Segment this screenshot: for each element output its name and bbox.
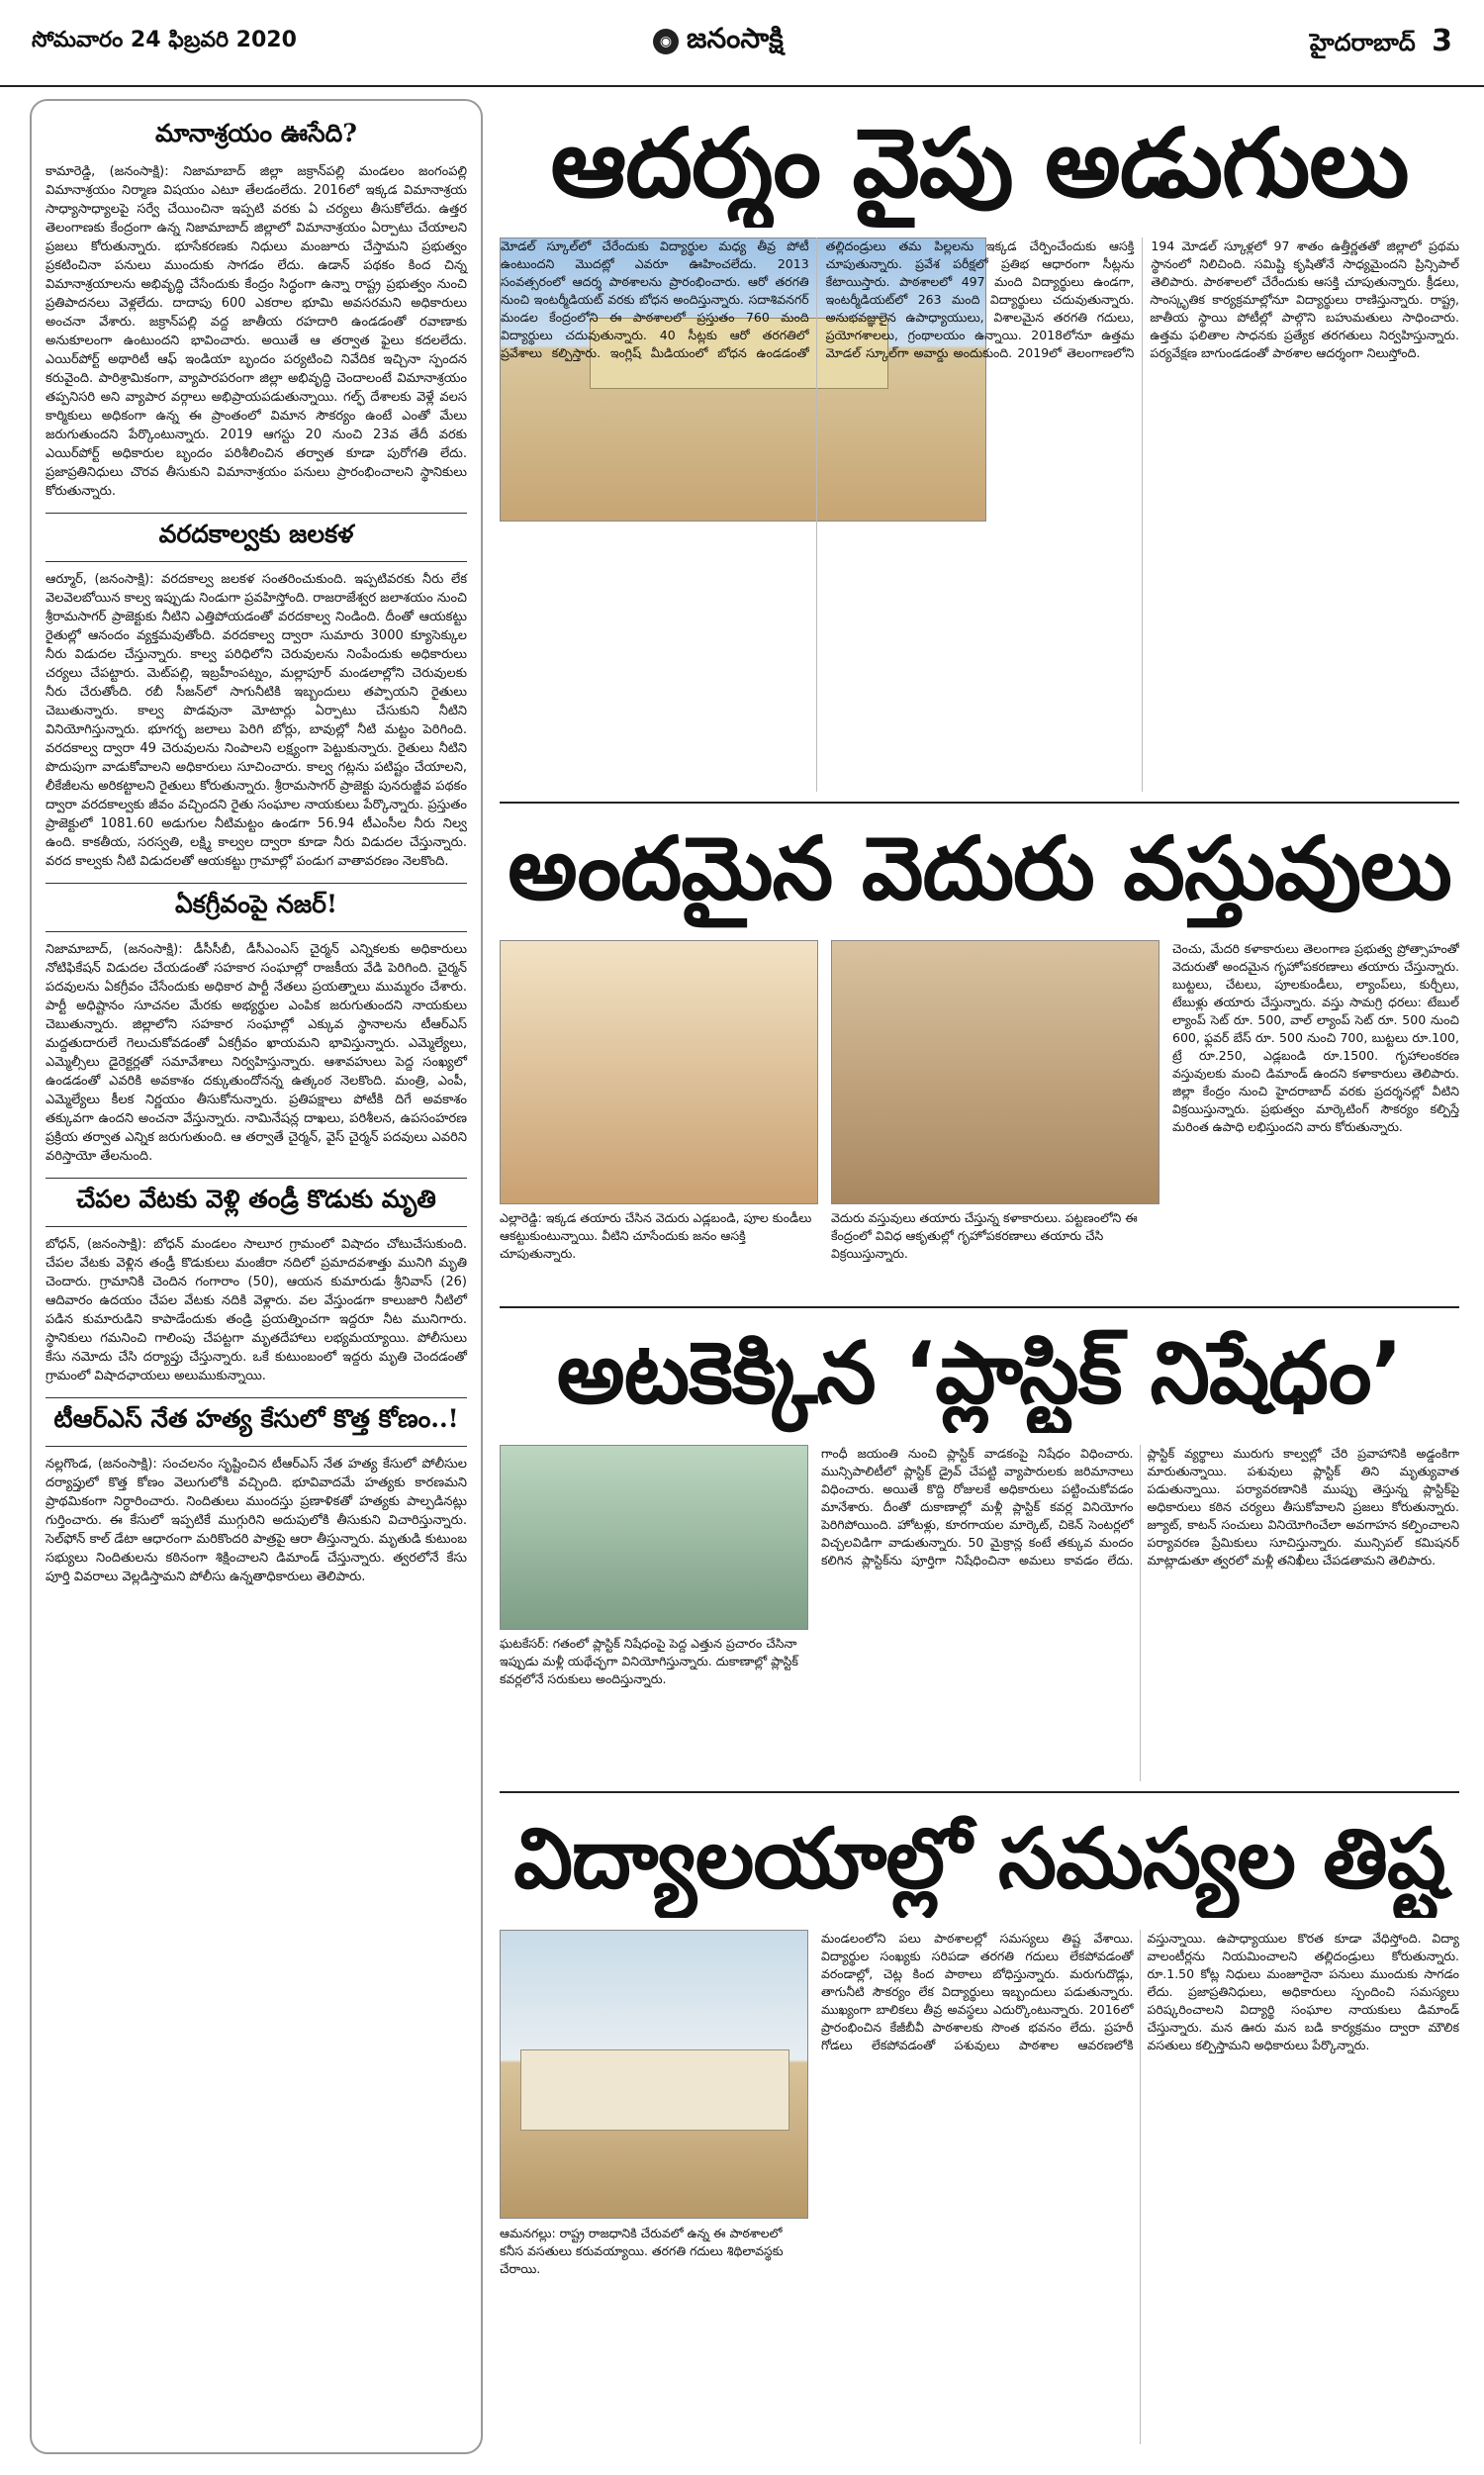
story-body: నల్లగొండ, (జనంసాక్షి): సంచలనం సృష్టించిన టీఆర్‌ఎస్ నేత హత్య కేసులో పోలీసుల దర్యాప్తులో కొత్త కోణం వెలుగులోకి వచ్చింది. భూవివాదమే హత్యకు కారణమని ప్రాథమికంగా నిర్ధారించారు. నిందితులు ముందస్తు ప్రణాళికతో హత్యకు పాల్పడినట్లు గుర్తించారు. ఈ కేసులో ఇప్పటికే ముగ్గురిని అదుపులోకి తీసుకుని విచారిస్తున్నారు. సెల్‌ఫోన్ కాల్ డేటా ఆధారంగా మరికొందరి పాత్రపై ఆరా తీస్తున్నారు. మృతుడి కుటుంబ సభ్యులు నిందితులను కఠినంగా శిక్షించాలని డిమాండ్ చేస్తున్నారు. త్వరలోనే కేసు పూర్తి వివరాలు వెల్లడిస్తామని పోలీసు ఉన్నతాధికారులు తెలిపారు. [46, 1457, 467, 1584]
story-airport [46, 119, 467, 501]
left-news-column [30, 99, 483, 2454]
photo-caption: ఆమనగల్లు: రాష్ట్ర రాజధానికి చేరువలో ఉన్న ఈ పాఠశాలలో కనీస వసతులు కరువయ్యాయి. తరగతి గదులు శిథిలావస్థకు చేరాయి. [500, 2226, 784, 2276]
story-title: మానాశ్రయం ఊసేది? [155, 119, 357, 147]
edition [1310, 24, 1452, 62]
story-murder-case [46, 1397, 467, 1586]
article-headline: విద్యాలయాల్లో సమస్యల తిష్ట [513, 1810, 1445, 1907]
issue-date: సోమవారం 24 ఫిబ్రవరి 2020 [32, 28, 297, 52]
photo-caption: ఘటకేసర్: గతంలో ప్లాస్టిక్ నిషేధంపై పెద్ద ఎత్తున ప్రచారం చేసినా ఇప్పుడు మళ్లీ యథేచ్ఛగా వినియోగిస్తున్నారు. దుకాణాల్లో ప్లాస్టిక్ కవర్లలోనే సరుకులు అందిస్తున్నారు. [500, 1636, 798, 1686]
story-title: ఏకగ్రీవంపై నజర్! [46, 883, 467, 932]
logo-text: జనంసాక్షి [687, 22, 784, 54]
photo-caption: వెదురు వస్తువులు తయారు చేస్తున్న కళాకారులు. పట్టణంలోని ఈ కేంద్రంలో వివిధ ఆకృతుల్లో గృహోపకరణాలు తయారు చేసి విక్రయిస్తున్నారు. [831, 1210, 1138, 1261]
photo-caption: ఎల్లారెడ్డి: ఇక్కడ తయారు చేసిన వెదురు ఎడ్లబండి, పూల కుండీలు ఆకట్టుకుంటున్నాయి. వీటిని చూసేందుకు జనం ఆసక్తి చూపుతున్నారు. [500, 1210, 812, 1261]
article-body: గాంధీ జయంతి నుంచి ప్లాస్టిక్ వాడకంపై నిషేధం విధించారు. మున్సిపాలిటీలో ప్లాస్టిక్ డ్రైవ్ చేపట్టి వ్యాపారులకు జరిమానాలు విధించారు. అయితే కొద్ది రోజులకే అధికారులు పట్టించుకోవడం మానేశారు. దీంతో దుకాణాల్లో మళ్లీ ప్లాస్టిక్ కవర్ల వినియోగం పెరిగిపోయింది. హోటళ్లు, కూరగాయల మార్కెట్, చికెన్ సెంటర్లలో విచ్చలవిడిగా వాడుతున్నారు. 50 మైక్రాన్ల కంటే తక్కువ మందం కలిగిన ప్లాస్టిక్‌ను పూర్తిగా నిషేధించినా అమలు కావడం లేదు. ప్లాస్టిక్ వ్యర్థాలు మురుగు కాల్వల్లో చేరి ప్రవాహానికి అడ్డంకిగా మారుతున్నాయి. పశువులు ప్లాస్టిక్ తిని మృత్యువాత పడుతున్నాయి. పర్యావరణానికి ముప్పు తెస్తున్న ప్లాస్టిక్‌పై అధికారులు కఠిన చర్యలు తీసుకోవాలని ప్రజలు కోరుతున్నారు. జ్యూట్, కాటన్ సంచులు వినియోగించేలా అవగాహన కల్పించాలని పర్యావరణ ప్రేమికులు సూచిస్తున్నారు. మున్సిపల్ కమిషనర్ మాట్లాడుతూ త్వరలో మళ్లీ తనిఖీలు చేపడతామని తెలిపారు. [821, 1446, 1459, 1568]
divider [500, 1791, 1459, 1793]
building-shape [520, 2049, 789, 2131]
article-photo-school-building [500, 1930, 808, 2219]
story-canal [46, 513, 467, 871]
masthead [0, 0, 1484, 87]
article-body [500, 238, 1459, 792]
divider [500, 1306, 1459, 1308]
article-body: చెంచు, మేదరి కళాకారులు తెలంగాణ ప్రభుత్వ ప్రోత్సాహంతో వెదురుతో అందమైన గృహోపకరణాలు తయారు చేస్తున్నారు. బుట్టలు, చేటలు, పూలకుండీలు, ల్యాంప్‌లు, కుర్చీలు, టేబుళ్లు తయారు చేస్తున్నారు. వస్తు సామగ్రి ధరలు: టేబుల్ ల్యాంప్ సెట్ రూ. 500, వాల్ ల్యాంప్ సెట్ రూ. 500 నుంచి 600, ఫ్లవర్ బేస్ రూ. 500 నుంచి 700, బుట్టలు రూ.100, ట్రే రూ.250, ఎడ్లబండి రూ.1500. గృహాలంకరణ వస్తువులకు మంచి డిమాండ్ ఉందని కళాకారులు తెలిపారు. జిల్లా కేంద్రం నుంచి హైదరాబాద్ వరకు ప్రదర్శనల్లో వీటిని విక్రయిస్తున్నారు. ప్రభుత్వం మార్కెటింగ్ సౌకర్యం కల్పిస్తే మరింత ఉపాధి లభిస్తుందని వారు కోరుతున్నారు. [1172, 941, 1459, 1134]
article-body: మండలంలోని పలు పాఠశాలల్లో సమస్యలు తిష్ట వేశాయి. విద్యార్థుల సంఖ్యకు సరిపడా తరగతి గదులు లేకపోవడంతో వరండాల్లో, చెట్ల కింద పాఠాలు బోధిస్తున్నారు. మరుగుదొడ్లు, తాగునీటి సౌకర్యం లేక విద్యార్థులు ఇబ్బందులు పడుతున్నారు. ముఖ్యంగా బాలికలు తీవ్ర అవస్థలు ఎదుర్కొంటున్నారు. 2016లో ప్రారంభించిన కేజీబీవీ పాఠశాలకు సొంత భవనం లేదు. ప్రహరీ గోడలు లేకపోవడంతో పశువులు పాఠశాల ఆవరణలోకి వస్తున్నాయి. ఉపాధ్యాయుల కొరత కూడా వేధిస్తోంది. విద్యా వాలంటీర్లను నియమించాలని తల్లిదండ్రులు కోరుతున్నారు. రూ.1.50 కోట్ల నిధులు మంజూరైనా పనులు ముందుకు సాగడం లేదు. ప్రజాప్రతినిధులు, అధికారులు స్పందించి సమస్యలు పరిష్కరించాలని విద్యార్థి సంఘాల నాయకులు డిమాండ్ చేస్తున్నారు. మన ఊరు మన బడి కార్యక్రమం ద్వారా మౌలిక వసతులు కల్పిస్తామని అధికారులు పేర్కొన్నారు. [821, 1931, 1459, 2052]
article-headline: ఆదర్శం వైపు అడుగులు [550, 108, 1409, 219]
story-unanimous [46, 883, 467, 1166]
logo-icon: ◉ [653, 29, 679, 54]
article-headline: అందమైన వెదురు వస్తువులు [508, 817, 1451, 919]
story-title: చేపల వేటకు వెళ్లి తండ్రీ కొడుకు మృతి [46, 1178, 467, 1227]
story-fishing [46, 1178, 467, 1385]
article-text: మోడల్ స్కూల్‌లో చేరేందుకు విద్యార్థుల మధ్య తీవ్ర పోటీ ఉంటుందని మొదట్లో ఎవరూ ఊహించలేదు. 2013 సంవత్సరంలో ఆదర్శ పాఠశాలను ప్రారంభించారు. ఆరో తరగతి నుంచి ఇంటర్మీడియట్ వరకు బోధన అందిస్తున్నారు. సదాశివనగర్ మండల కేంద్రంలోని ఈ పాఠశాలలో ప్రస్తుతం 760 మంది విద్యార్థులు చదువుతున్నారు. 40 సీట్లకు ఆరో తరగతిలో ప్రవేశాలు కల్పిస్తారు. ఇంగ్లిష్ మీడియంలో బోధన ఉండడంతో తల్లిదండ్రులు తమ పిల్లలను ఇక్కడ చేర్పించేందుకు ఆసక్తి చూపుతున్నారు. ప్రవేశ పరీక్షలో ప్రతిభ ఆధారంగా సీట్లను కేటాయిస్తారు. పాఠశాలలో 497 మంది విద్యార్థులు ఉండగా, ఇంటర్మీడియట్‌లో 263 మంది విద్యార్థులు చదువుతున్నారు. అనుభవజ్ఞులైన ఉపాధ్యాయులు, విశాలమైన తరగతి గదులు, ప్రయోగశాలలు, గ్రంథాలయం ఉన్నాయి. 2018లోనూ ఉత్తమ మోడల్ స్కూల్‌గా అవార్డు అందుకుంది. 2019లో తెలంగాణలోని 194 మోడల్ స్కూళ్లలో 97 శాతం ఉత్తీర్ణతతో జిల్లాలో ప్రథమ స్థానంలో నిలిచింది. సమిష్టి కృషితోనే సాధ్యమైందని ప్రిన్సిపాల్ తెలిపారు. పాఠశాలలో చేరేందుకు ఆసక్తి చూపుతున్నారు. క్రీడలు, సాంస్కృతిక కార్యక్రమాల్లోనూ విద్యార్థులు రాణిస్తున్నారు. రాష్ట్ర, జాతీయ స్థాయి పోటీల్లో పాల్గొని బహుమతులు సాధించారు. ఉత్తమ ఫలితాల సాధనకు ప్రత్యేక తరగతులు నిర్వహిస్తున్నారు. పర్యవేక్షణ బాగుండడంతో పాఠశాల ఆదర్శంగా నిలుస్తోంది. [501, 238, 1459, 360]
edition-city: హైదరాబాద్ [1309, 29, 1416, 56]
article-photo-artisans [831, 940, 1159, 1204]
article-photo-bamboo-cart [500, 940, 818, 1204]
main-articles [500, 99, 1459, 2454]
story-body: బోధన్, (జనంసాక్షి): బోధన్ మండలం సాలూర గ్రామంలో విషాదం చోటుచేసుకుంది. చేపల వేటకు వెళ్లిన తండ్రీ కొడుకులు మంజీరా నదిలో ప్రమాదవశాత్తు మునిగి మృతి చెందారు. గ్రామానికి చెందిన గంగారాం (50), ఆయన కుమారుడు శ్రీనివాస్ (26) ఆదివారం ఉదయం చేపల వేటకు నదికి వెళ్లారు. వల వేస్తుండగా కాలుజారి నీటిలో పడిన కుమారుడిని కాపాడేందుకు తండ్రి ప్రయత్నించగా ఇద్దరూ నీట మునిగారు. స్థానికులు గమనించి గాలింపు చేపట్టగా మృతదేహాలు లభ్యమయ్యాయి. పోలీసులు కేసు నమోదు చేసి దర్యాప్తు చేస్తున్నారు. ఒకే కుటుంబంలో ఇద్దరు మృతి చెందడంతో గ్రామంలో విషాదఛాయలు అలుముకున్నాయి. [46, 1237, 467, 1383]
divider [500, 802, 1459, 804]
newspaper-logo [653, 22, 784, 61]
article-headline: అటకెక్కిన ‘ప్లాస్టిక్ నిషేధం’ [556, 1324, 1403, 1423]
story-title: టీఆర్ఎస్ నేత హత్య కేసులో కొత్త కోణం..! [46, 1397, 467, 1447]
page-number: 3 [1432, 24, 1452, 58]
story-title: వరదకాల్వకు జలకళ [46, 513, 467, 562]
story-body: కామారెడ్డి, (జనంసాక్షి): నిజామాబాద్ జిల్లా జక్రాన్‌పల్లి మండలం జంగంపల్లి విమానాశ్రయం నిర్మాణ విషయం ఎటూ తేలడంలేదు. 2016లో ఇక్కడ విమానాశ్రయ సాధ్యాసాధ్యాలపై సర్వే చేయించినా ఇప్పటి వరకు ఏ చర్యలు తీసుకోలేదు. ఉత్తర తెలంగాణకు కేంద్రంగా ఉన్న నిజామాబాద్ జిల్లాలో విమానాశ్రయం ఏర్పాటు చేయాలని ప్రజలు కోరుతున్నారు. భూసేకరణకు నిధులు మంజూరు చేస్తామని ప్రభుత్వం ప్రకటించినా పనులు ముందుకు సాగడం లేదు. ఉడాన్ పథకం కింద చిన్న విమానాశ్రయాలను అభివృద్ధి చేసేందుకు కేంద్రం సిద్ధంగా ఉన్నా రాష్ట్ర ప్రభుత్వం నుంచి ప్రతిపాదనలు వెళ్లలేదు. దాదాపు 600 ఎకరాల భూమి అవసరమని అధికారులు అంచనా వేశారు. జక్రాన్‌పల్లి వద్ద జాతీయ రహదారి ఉండడంతో రవాణాకు అనుకూలంగా ఉంటుందని భావించారు. అయితే ఆ తర్వాత ఫైలు కదలలేదు. ఎయిర్‌పోర్ట్ అథారిటీ ఆఫ్ ఇండియా బృందం పర్యటించి నివేదిక ఇచ్చినా స్పందన కరువైంది. పారిశ్రామికంగా, వ్యాపారపరంగా జిల్లా అభివృద్ధి చెందాలంటే విమానాశ్రయం తప్పనిసరి అని వ్యాపార వర్గాలు అభిప్రాయపడుతున్నాయి. గల్ఫ్ దేశాలకు వెళ్లే వలస కార్మికులు అధికంగా ఉన్న ఈ ప్రాంతంలో విమాన సౌకర్యం ఉంటే ఎంతో మేలు జరుగుతుందని పేర్కొంటున్నారు. 2019 ఆగస్టు 20 నుంచి 23వ తేదీ వరకు ఎయిర్‌పోర్ట్ అధికారుల బృందం పరిశీలించిన తర్వాత కూడా పురోగతి లేదు. ప్రజాప్రతినిధులు చొరవ తీసుకుని విమానాశ్రయం పనులు ప్రారంభించాలని స్థానికులు కోరుతున్నారు. [46, 164, 467, 499]
story-body: ఆర్మూర్, (జనంసాక్షి): వరదకాల్వ జలకళ సంతరించుకుంది. ఇప్పటివరకు నీరు లేక వెలవెలబోయిన కాల్వ ఇప్పుడు నిండుగా ప్రవహిస్తోంది. రాజరాజేశ్వర జలాశయం నుంచి శ్రీరామసాగర్ ప్రాజెక్టుకు నీటిని ఎత్తిపోయడంతో వరదకాల్వ నిండింది. దీంతో ఆయకట్టు రైతుల్లో ఆనందం వ్యక్తమవుతోంది. వరదకాల్వ ద్వారా సుమారు 3000 క్యూసెక్కుల నీరు విడుదల చేస్తున్నారు. కాల్వ పరిధిలోని చెరువులను నింపేందుకు అధికారులు చర్యలు చేపట్టారు. మెట్‌పల్లి, ఇబ్రహీంపట్నం, మల్లాపూర్ మండలాల్లోని చెరువులకు నీరు చేరుతోంది. రబీ సీజన్‌లో సాగునీటికి ఇబ్బందులు తప్పాయని రైతులు చెబుతున్నారు. కాల్వ పొడవునా మోటార్లు ఏర్పాటు చేసుకుని నీటిని వినియోగిస్తున్నారు. భూగర్భ జలాలు పెరిగి బోర్లు, బావుల్లో నీటి మట్టం పెరిగింది. వరదకాల్వ ద్వారా 49 చెరువులను నింపాలని లక్ష్యంగా పెట్టుకున్నారు. రైతులు నీటిని పొదుపుగా వాడుకోవాలని అధికారులు సూచించారు. కాల్వ గట్లను పటిష్టం చేయాలని, లీకేజీలను అరికట్టాలని రైతులు కోరుతున్నారు. శ్రీరామసాగర్ ప్రాజెక్టు పునరుజ్జీవ పథకం ద్వారా వరదకాల్వకు జీవం వచ్చిందని రైతు సంఘాల నాయకులు పేర్కొన్నారు. ప్రస్తుతం ప్రాజెక్టులో 1081.60 అడుగుల నీటిమట్టం ఉండగా 56.94 టీఎంసీల నీరు నిల్వ ఉంది. కాకతీయ, సరస్వతి, లక్ష్మి కాల్వల ద్వారా కూడా నీరు విడుదల చేస్తున్నారు. వరద కాల్వకు నీటి విడుదలతో ఆయకట్టు గ్రామాల్లో పండుగ వాతావరణం నెలకొంది. [46, 572, 467, 869]
article-photo-plastic [500, 1445, 808, 1630]
story-body: నిజామాబాద్, (జనంసాక్షి): డీసీసీబీ, డీసీఎంఎస్ చైర్మన్ ఎన్నికలకు అధికారులు నోటిఫికేషన్ విడుదల చేయడంతో సహకార సంఘాల్లో రాజకీయ వేడి పెరిగింది. చైర్మన్ పదవులను ఏకగ్రీవం చేసేందుకు అధికార పార్టీ నేతలు ప్రయత్నాలు ముమ్మరం చేశారు. పార్టీ అధిష్టానం సూచనల మేరకు అభ్యర్థుల ఎంపిక జరుగుతుందని నాయకులు చెబుతున్నారు. జిల్లాలోని సహకార సంఘాల్లో ఎక్కువ స్థానాలను టీఆర్‌ఎస్ మద్దతుదారులే గెలుచుకోవడంతో ఏకగ్రీవం ఖాయమని భావిస్తున్నారు. ఎమ్మెల్యేలు, ఎమ్మెల్సీలు డైరెక్టర్లతో సమావేశాలు నిర్వహిస్తున్నారు. ఆశావహులు పెద్ద సంఖ్యలో ఉండడంతో ఎవరికి అవకాశం దక్కుతుందోనన్న ఉత్కంఠ నెలకొంది. మంత్రి, ఎంపీ, ఎమ్మెల్యేలు కీలక నిర్ణయం తీసుకోనున్నారు. ప్రతిపక్షాలు పోటీకి దిగే అవకాశం తక్కువగా ఉందని అంచనా వేస్తున్నారు. నామినేషన్ల దాఖలు, పరిశీలన, ఉపసంహరణ ప్రక్రియ తర్వాత ఎన్నిక జరుగుతుంది. ఆ తర్వాతే చైర్మన్, వైస్ చైర్మన్ పదవులు ఎవరిని వరిస్తాయో తేలనుంది. [46, 942, 467, 1164]
